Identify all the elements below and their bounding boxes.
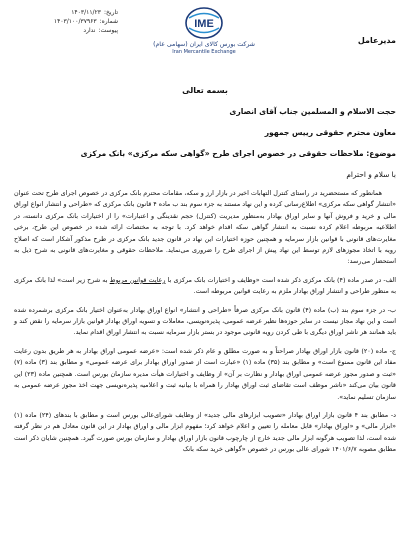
company-name-en: Iran Mercantile Exchange — [172, 49, 236, 55]
letter-subject: موضوع: ملاحظات حقوقی در خصوص اجرای طرح «گواهی سکه مرکزی» بانک مرکزی — [80, 149, 396, 158]
paragraph-jim: ج- ماده (۲۰) قانون بازار اوراق بهادار صراحتاً و به صورت مطلق و عام ذکر شده است: «عرضه عمومی اوراق بهادار به هر طریق بدون رعایت مفاد این قانون ممنوع است» و مطابق بند (۳۵) ماده (۱) «عبارت است از صدور اوراق بهادار برای عرضه عمومی» و مطابق بند (۳) ماده (۷) «ثبت و صدور مجوز عرضه عمومی اوراق بهادار و نظارت بر آن» از وظایف و اختیارات هیأت مدیره سازمان بورس است. همچنین ماده (۲۳) این قانون بیان می‌کند «ناشر موظف است تقاضای ثبت اوراق بهادار را همراه با بیانیه ثبت و اعلامیه پذیره‌نویسی جهت اخذ مجوز عرضه عمومی به سازمان تسلیم نماید». — [14, 346, 396, 401]
ime-logo-icon — [184, 6, 224, 40]
attachment-value: ندارد — [83, 27, 96, 34]
bismillah-heading: بسمه تعالی — [182, 86, 228, 95]
paragraph-alef-end: به شرح زیر است» لذا بانک مرکزی به منظور طراحی و انتشار اوراق بهادار ملزم به رعایت قوانین مربوطه است. — [14, 275, 396, 296]
company-name-fa: شرکت بورس کالای ایران (سهامی عام) — [153, 41, 255, 48]
recipient-name: حجت الاسلام و المسلمین جناب آقای انصاری — [229, 107, 396, 116]
letter-body — [14, 86, 396, 463]
number-value: ۱۴۰۳/۱۰۰/۳۷۹۶۳ — [53, 18, 97, 25]
paragraph-alef-start: الف- در صدر ماده (۴) بانک مرکزی ذکر شده است «وظایف و اختیارات بانک مرکزی با — [165, 275, 396, 284]
greeting: با سلام و احترام — [346, 170, 396, 179]
recipient-title: معاون محترم حقوقی رییس جمهور — [264, 128, 396, 137]
ceo-label: مدیرعامل — [357, 36, 396, 45]
number-label: شماره: — [99, 18, 118, 25]
ime-logo — [152, 6, 256, 66]
letter-meta — [8, 8, 118, 35]
paragraph-be: ب- در جزء سوم بند (ب) ماده (۴) قانون بانک مرکزی صرفاً «طراحی و انتشار» انواع اوراق بهادار به‌عنوان اختیار بانک مرکزی برشمرده شده است و این نهاد مجاز نیست در سایر حوزه‌ها نظیر عرضه عمومی، پذیره‌نویسی، معاملات و تسویه اوراق بهادار قوانین بازار سرمایه را نقض کند و باید همانند هر ناشر اوراق دیگری با طی کردن رویه قانونی موجود در بستر بازار سرمایه نسبت به انتشار اوراق اقدام نماید. — [14, 305, 396, 337]
attachment-row — [8, 26, 118, 35]
paragraph-intro: همانطور که مستحضرید در راستای کنترل التهابات اخیر در بازار ارز و سکه، مقامات محترم بانک مرکزی در خصوص اجرای طرح تحت عنوان «انتشار گواهی سکه مرکزی» اطلاع‌رسانی کرده و این نهاد مستند به جزء سوم بند ب ماده ۴ قانون بانک مرکزی که «طراحی و انتشار انواع اوراق مالی و خرید و فروش آنها و سایر اوراق بهادار به‌منظور مدیریت (کنترل) حجم نقدینگی و اعتبارات» را از اختیارات بانک مرکزی دانسته، در اطلاعیه مربوطه اعلام کرده نسبت به انتشار گواهی سکه اقدام خواهد کرد. با توجه به مختصات ارائه شده در خصوص این طرح، برخی مغایرت‌های قانونی با قوانین بازار سرمایه و همچنین حوزه اختیارات این نهاد در قانون جدید بانک مرکزی در طرح مذکور آشکار است که اصلاح رویه با اتخاذ مجوزهای لازم توسط این نهاد پیش از اجرای طرح را ضروری می‌نماید. ملاحظات حقوقی و مغایرت‌های قانونی به شرح ذیل به استحضار می‌رسد: — [14, 189, 396, 266]
logo-letters: IME — [194, 18, 214, 30]
paragraph-alef — [14, 275, 396, 298]
paragraph-dal: د- مطابق بند ۴ قانون بازار اوراق بهادار «تصویب ابزارهای مالی جدید» از وظایف شورای‌عالی بورس است و مطابق با بندهای (۲۴) ماده (۱) «ابزار مالی» و «اوراق بهادار» قابل معامله را تعیین و اعلام خواهد کرد؛ مفهوم ابزار مالی و اوراق بهادار در این قانون معادل هم در نظر گرفته شده است، لذا تصویب هرگونه ابزار مالی جدید خارج از چارچوب قانون بازار اوراق بهادار و سازمان بورس صورت گیرد. همچنین شایان ذکر است مطابق مصوبه ۱۴۰۱/۶/۷ شورای عالی بورس در خصوص «گواهی خرید سکه بانک — [14, 410, 396, 454]
date-label: تاریخ: — [104, 9, 118, 16]
date-row — [8, 8, 118, 17]
number-row — [8, 17, 118, 26]
underlined-phrase: رعایت قوانین مربوط — [109, 275, 166, 284]
date-value: ۱۴۰۳/۱۱/۲۳ — [71, 9, 102, 16]
attachment-label: پیوست: — [98, 27, 118, 34]
